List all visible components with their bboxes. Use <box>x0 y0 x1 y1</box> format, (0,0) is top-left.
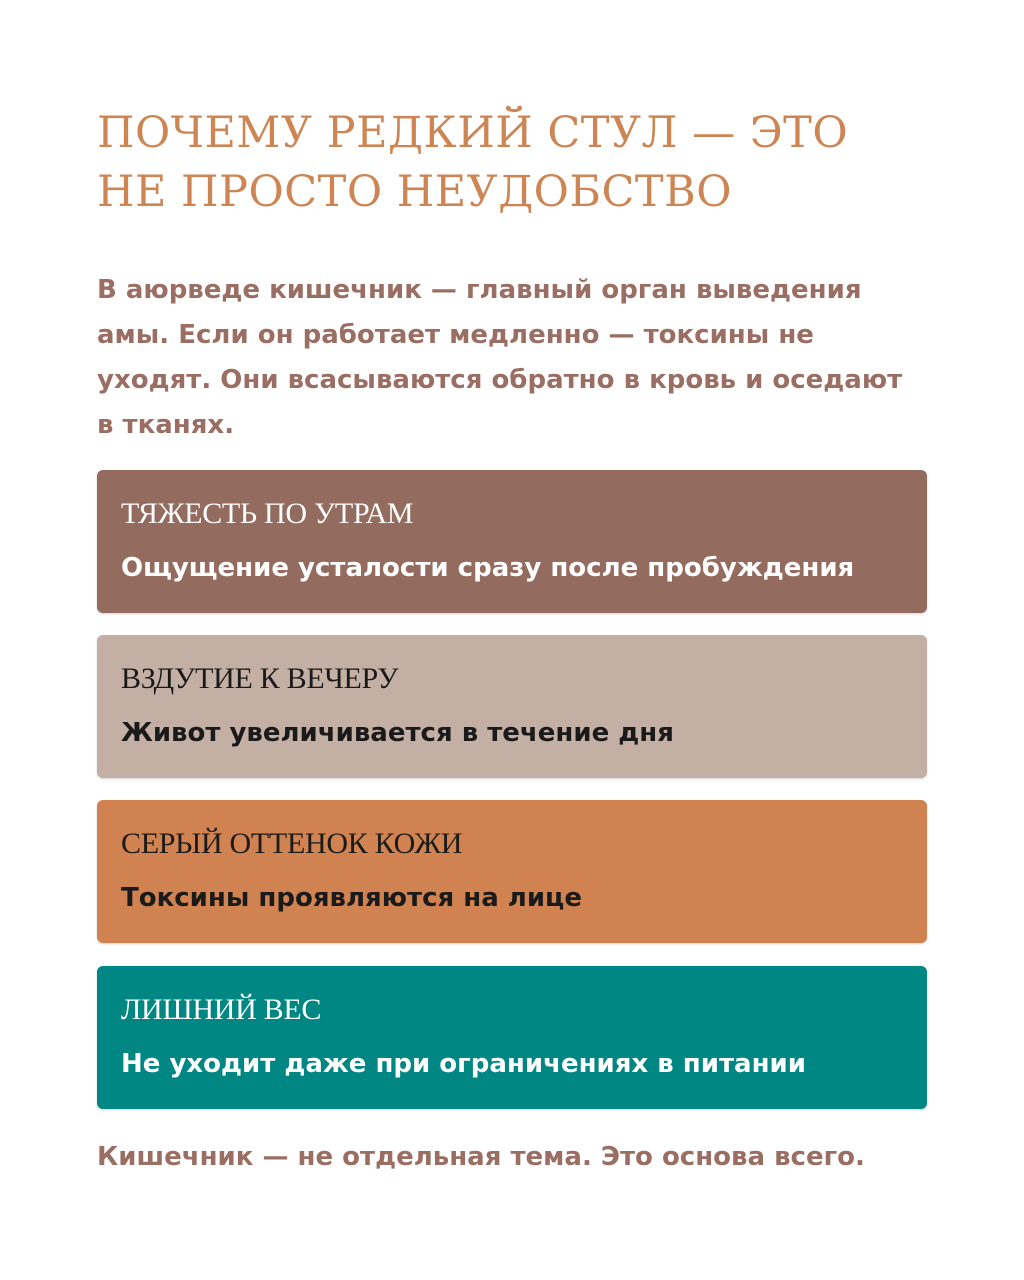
card-title: ЛИШНИЙ ВЕС <box>121 993 322 1026</box>
symptom-card-evening-bloating <box>97 635 927 778</box>
symptom-card-morning-heaviness <box>97 470 927 613</box>
card-text: Не уходит даже при ограничениях в питании <box>121 1049 806 1079</box>
intro-paragraph: В аюрведе кишечник — главный орган выведения амы. Если он работает медленно — токсины не уходят. Они всасываются обратно в кровь и оседают в тканях. <box>97 275 903 440</box>
closing-statement: Кишечник — не отдельная тема. Это основа всего. <box>97 1142 865 1172</box>
card-title: СЕРЫЙ ОТТЕНОК КОЖИ <box>121 827 463 860</box>
card-text: Токсины проявляются на лице <box>121 883 582 913</box>
card-title: ТЯЖЕСТЬ ПО УТРАМ <box>121 497 414 530</box>
page-title: ПОЧЕМУ РЕДКИЙ СТУЛ — ЭТО НЕ ПРОСТО НЕУДОБСТВО <box>97 108 849 217</box>
card-text: Живот увеличивается в течение дня <box>121 718 674 748</box>
symptom-card-excess-weight <box>97 966 927 1109</box>
card-text: Ощущение усталости сразу после пробуждения <box>121 553 855 583</box>
symptom-card-gray-skin <box>97 800 927 943</box>
card-title: ВЗДУТИЕ К ВЕЧЕРУ <box>121 662 399 695</box>
